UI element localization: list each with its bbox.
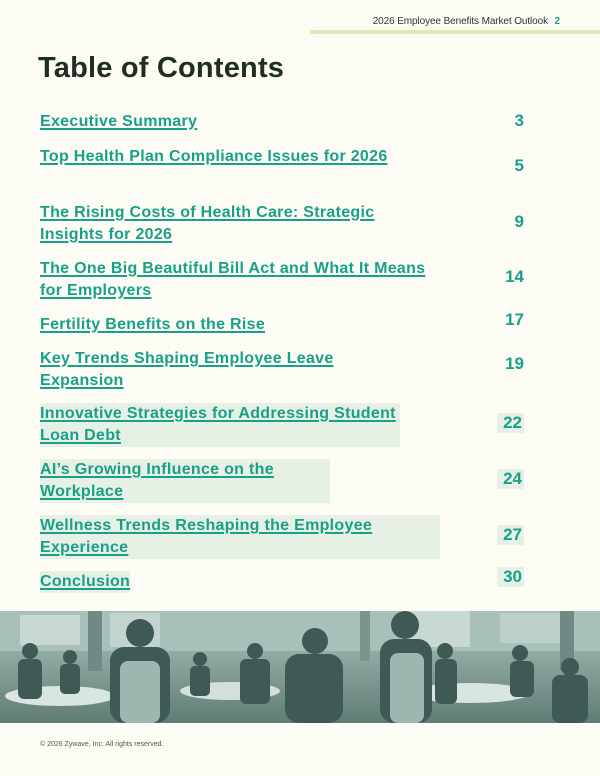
toc-entry-page[interactable]: 27 (497, 525, 524, 545)
banquet-scene-image (0, 611, 600, 723)
toc-entry-page[interactable]: 5 (514, 156, 524, 175)
toc-entry-title[interactable]: Innovative Strategies for Addressing Student Loan Debt (40, 403, 400, 447)
toc-entry-page[interactable]: 19 (505, 354, 524, 373)
toc-entry-title[interactable]: The One Big Beautiful Bill Act and What It Means for Employers (40, 260, 426, 299)
toc-entry-page[interactable]: 3 (514, 111, 524, 130)
toc-entry-title[interactable]: Wellness Trends Reshaping the Employee Experience (40, 515, 440, 559)
toc-entry-title[interactable]: Conclusion (40, 571, 130, 593)
event-photo (0, 611, 600, 723)
document-title: 2026 Employee Benefits Market Outlook (372, 16, 548, 27)
toc-entry-page[interactable]: 17 (505, 310, 524, 329)
toc-entry-page[interactable]: 24 (497, 469, 524, 489)
toc-entry-title[interactable]: Executive Summary (40, 113, 198, 130)
page-number: 2 (554, 16, 560, 27)
toc-entry-page[interactable]: 30 (497, 567, 524, 587)
toc-entry-title[interactable]: The Rising Costs of Health Care: Strategic Insights for 2026 (40, 204, 375, 243)
toc-entry-title[interactable]: AI’s Growing Influence on the Workplace (40, 459, 330, 503)
toc-entry-page[interactable]: 14 (505, 267, 524, 286)
copyright-notice: © 2026 Zywave, Inc. All rights reserved. (40, 741, 164, 748)
toc-entry-title[interactable]: Fertility Benefits on the Rise (40, 316, 266, 333)
toc-entry-title[interactable]: Top Health Plan Compliance Issues for 2026 (40, 148, 388, 165)
toc-entry-page[interactable]: 22 (497, 413, 524, 433)
toc-entry-title[interactable]: Key Trends Shaping Employee Leave Expansion (40, 350, 334, 389)
page-title: Table of Contents (38, 52, 285, 84)
toc-entry-page[interactable]: 9 (514, 212, 524, 231)
